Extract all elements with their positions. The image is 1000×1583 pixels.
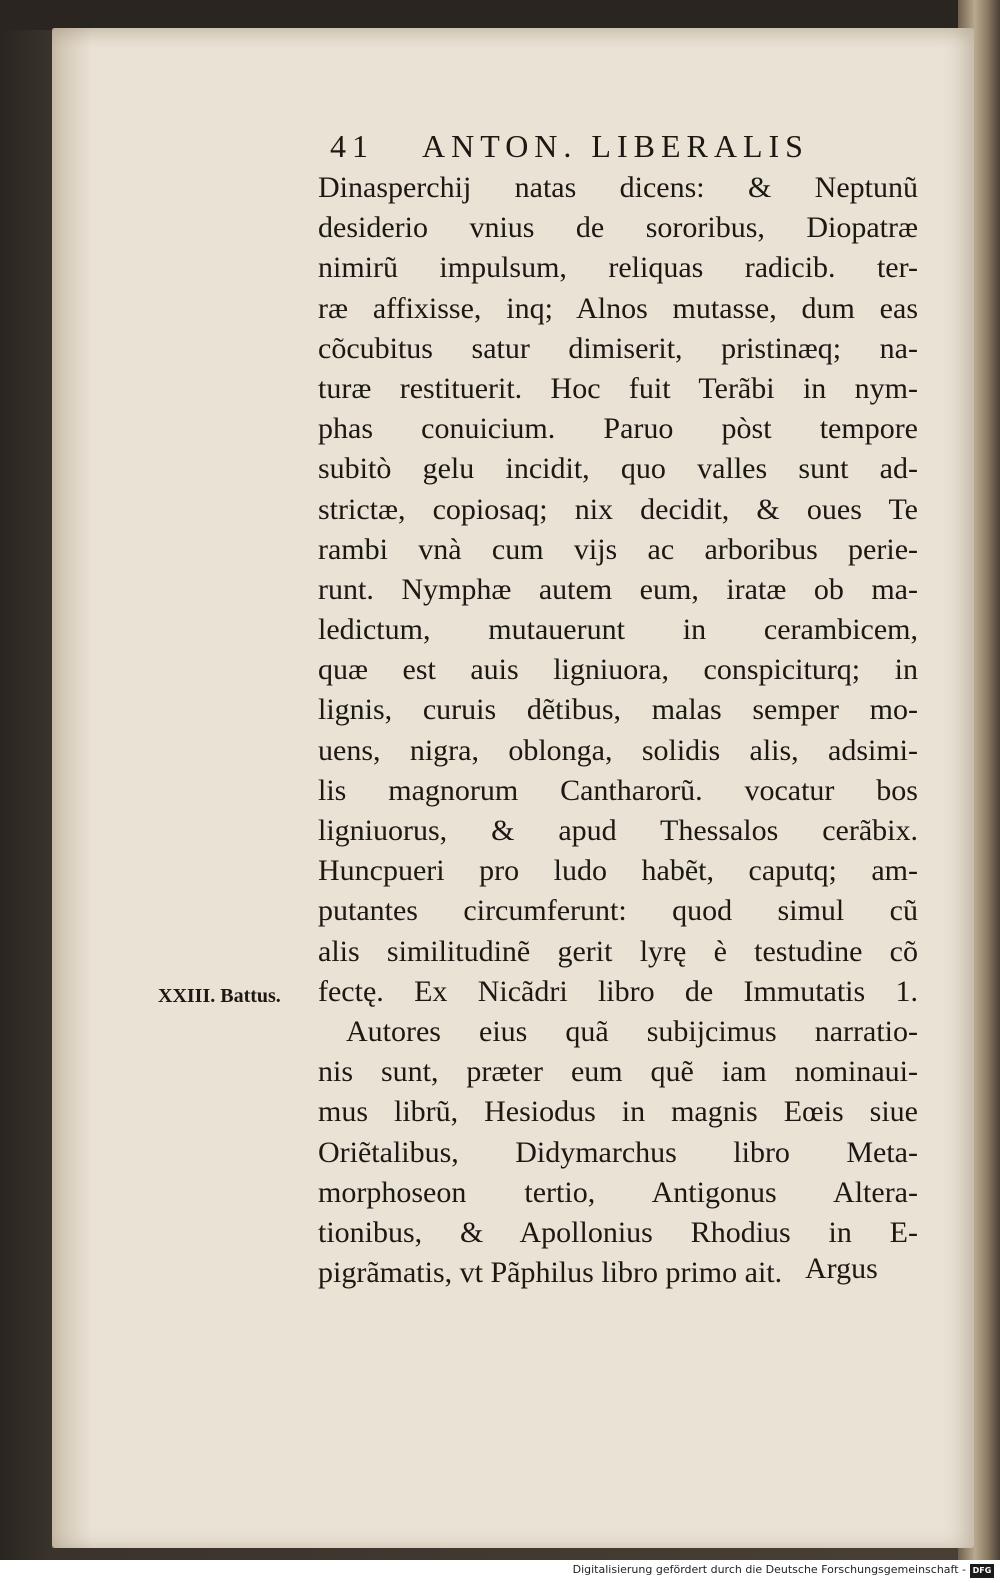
text-line: ligniuorus, & apud Thessalos cerãbix. (318, 814, 918, 847)
text-line: Oriẽtalibus, Didymarchus libro Meta- (318, 1135, 918, 1169)
text-line: nis sunt, præter eum quẽ iam nominaui- (318, 1055, 918, 1089)
text-line: runt. Nymphæ autem eum, iratæ ob ma- (318, 572, 918, 606)
body-text (318, 168, 918, 1293)
text-line: rambi vnà cum vijs ac arboribus perie- (318, 532, 918, 566)
text-line: Huncpueri pro ludo habẽt, caputq; am- (318, 854, 918, 888)
text-line: ledictum, mutauerunt in cerambicem, (318, 613, 918, 647)
text-line: alis similitudinẽ gerit lyrę è testudine cõ (318, 934, 918, 968)
text-line: ræ affixisse, inq; Alnos mutasse, dum eas (318, 291, 918, 325)
marginal-note: XXIII. Battus. (158, 985, 281, 1007)
text-line: mus librũ, Hesiodus in magnis Eœis siue (318, 1095, 918, 1129)
text-line: morphoseon tertio, Antigonus Altera- (318, 1175, 918, 1209)
page-gutter-shadow (52, 28, 92, 1548)
text-line: strictæ, copiosaq; nix decidit, & oues Te (318, 492, 918, 526)
section-first-line: Autores eius quã subijcimus narratio- (346, 1014, 918, 1048)
text-line: quæ est auis ligniuora, conspiciturq; in (318, 653, 918, 687)
text-line: lignis, curuis dẽtibus, malas semper mo- (318, 693, 918, 727)
text-line: phas conuicium. Paruo pòst tempore (318, 412, 918, 446)
text-line: nimirũ impulsum, reliquas radicib. ter- (318, 251, 918, 285)
digitization-footer (0, 1560, 1000, 1583)
text-line: uens, nigra, oblonga, solidis alis, adsimi- (318, 733, 918, 767)
text-line: putantes circumferunt: quod simul cũ (318, 894, 918, 928)
text-line: desiderio vnius de sororibus, Diopatræ (318, 211, 918, 245)
text-line: pigrãmatis, vt Pãphilus libro primo ait. (318, 1256, 783, 1290)
page-header (330, 128, 910, 168)
text-line: tionibus, & Apollonius Rhodius in E- (318, 1215, 918, 1249)
text-line: subitò gelu incidit, quo valles sunt ad- (318, 452, 918, 486)
text-line: lis magnorum Cantharorũ. vocatur bos (318, 773, 918, 807)
catchword: Argus (805, 1252, 878, 1285)
text-line: fectę. Ex Nicãdri libro de Immutatis 1. (318, 974, 918, 1008)
text-line: cõcubitus satur dimiserit, pristinæq; na- (318, 331, 918, 365)
text-line: turæ restituerit. Hoc fuit Terãbi in nym- (318, 371, 918, 405)
dfg-logo: DFG (970, 1564, 994, 1578)
scan-top-shadow (0, 0, 1000, 30)
text-line: Dinasperchij natas dicens: & Neptunũ (318, 171, 918, 204)
funding-credit: Digitalisierung gefördert durch die Deutsche Forschungsgemeinschaft - (572, 1563, 966, 1576)
running-title: ANTON. LIBERALIS (422, 128, 809, 164)
page-number: 41 (330, 128, 374, 164)
